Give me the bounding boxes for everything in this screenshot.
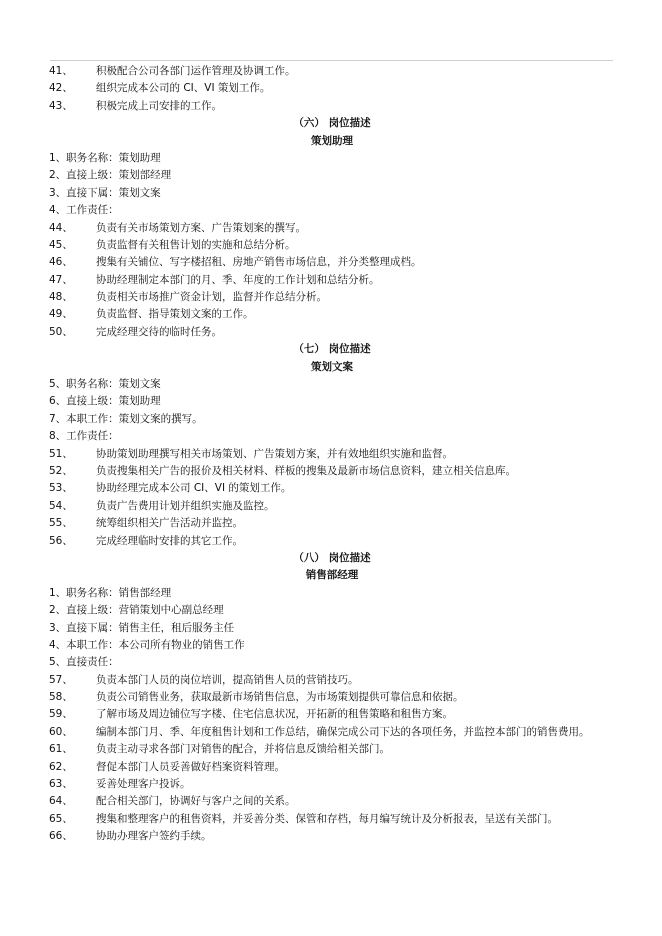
info-line bbox=[49, 620, 615, 637]
item-number: 62、 bbox=[49, 760, 73, 773]
info-text: 5、职务名称：策划文案 bbox=[49, 378, 161, 391]
section-heading: （六） 岗位描述 bbox=[293, 117, 371, 130]
item-number: 55、 bbox=[49, 517, 73, 530]
list-item bbox=[49, 446, 615, 463]
item-text: 负责广告费用计划并组织实施及监控。 bbox=[96, 499, 275, 512]
item-number: 64、 bbox=[49, 795, 73, 808]
info-line bbox=[49, 585, 615, 602]
list-item bbox=[49, 289, 615, 306]
item-text: 积极配合公司各部门运作管理及协调工作。 bbox=[96, 65, 296, 77]
item-text: 积极完成上司安排的工作。 bbox=[96, 99, 222, 112]
item-text: 完成经理临时安排的其它工作。 bbox=[96, 534, 243, 547]
info-line bbox=[49, 637, 615, 654]
section-subheading: 策划助理 bbox=[311, 134, 353, 147]
item-number: 49、 bbox=[49, 308, 73, 321]
item-text: 了解市场及周边铺位写字楼、住宅信息状况，开拓新的租售策略和租售方案。 bbox=[96, 708, 453, 721]
item-number: 61、 bbox=[49, 743, 73, 756]
item-text: 负责本部门人员的岗位培训，提高销售人员的营销技巧。 bbox=[96, 673, 359, 686]
item-number: 41、 bbox=[49, 65, 73, 77]
list-item bbox=[49, 254, 615, 271]
list-item bbox=[49, 672, 615, 689]
item-number: 53、 bbox=[49, 482, 73, 495]
item-number: 63、 bbox=[49, 778, 73, 791]
document-body bbox=[49, 63, 615, 846]
item-number: 66、 bbox=[49, 830, 73, 843]
item-text: 统筹组织相关广告活动并监控。 bbox=[96, 517, 243, 530]
list-item bbox=[49, 220, 615, 237]
item-text: 协助策划助理撰写相关市场策划、广告策划方案，并有效地组织实施和监督。 bbox=[96, 447, 453, 460]
info-text: 7、本职工作：策划文案的撰写。 bbox=[49, 412, 203, 425]
item-text: 负责公司销售业务，获取最新市场销售信息，为市场策划提供可靠信息和依据。 bbox=[96, 691, 464, 704]
list-item bbox=[49, 498, 615, 515]
info-text: 8、工作责任： bbox=[49, 430, 119, 443]
item-text: 编制本部门月、季、年度租售计划和工作总结，确保完成公司下达的各项任务，并监控本部门的销售费用。 bbox=[96, 725, 590, 738]
item-text: 协助经理完成本公司 CI、VI 的策划工作。 bbox=[96, 482, 292, 495]
list-item bbox=[49, 480, 615, 497]
info-text: 3、直接下属：销售主任，租后服务主任 bbox=[49, 621, 235, 634]
info-line bbox=[49, 602, 615, 619]
item-number: 46、 bbox=[49, 256, 73, 269]
info-line bbox=[49, 185, 615, 202]
list-item bbox=[49, 324, 615, 341]
item-number: 58、 bbox=[49, 691, 73, 704]
item-number: 60、 bbox=[49, 725, 73, 738]
item-text: 负责有关市场策划方案、广告策划案的撰写。 bbox=[96, 221, 306, 234]
item-text: 组织完成本公司的 CI、VI 策划工作。 bbox=[96, 82, 271, 95]
info-text: 1、职务名称：销售部经理 bbox=[49, 586, 172, 599]
item-number: 56、 bbox=[49, 534, 73, 547]
item-text: 搜集和整理客户的租售资料，并妥善分类、保管和存档，每月编写统计及分析报表，呈送有关部门。 bbox=[96, 812, 558, 825]
item-number: 44、 bbox=[49, 221, 73, 234]
list-item bbox=[49, 533, 615, 550]
section-subheading: 策划文案 bbox=[311, 360, 353, 373]
list-item bbox=[49, 80, 615, 97]
item-number: 51、 bbox=[49, 447, 73, 460]
section-subheading: 销售部经理 bbox=[305, 569, 359, 582]
item-number: 57、 bbox=[49, 673, 73, 686]
item-number: 65、 bbox=[49, 812, 73, 825]
list-item bbox=[49, 463, 615, 480]
item-text: 负责监督有关租售计划的实施和总结分析。 bbox=[96, 238, 296, 251]
info-line bbox=[49, 654, 615, 671]
info-text: 4、本职工作：本公司所有物业的销售工作 bbox=[49, 638, 245, 651]
list-item bbox=[49, 689, 615, 706]
section-heading: （七） 岗位描述 bbox=[293, 343, 371, 356]
list-item bbox=[49, 63, 615, 80]
header-rule bbox=[50, 60, 613, 61]
section-heading: （八） 岗位描述 bbox=[293, 551, 371, 564]
item-text: 协助经理制定本部门的月、季、年度的工作计划和总结分析。 bbox=[96, 273, 380, 286]
item-number: 59、 bbox=[49, 708, 73, 721]
list-item bbox=[49, 741, 615, 758]
info-line bbox=[49, 393, 615, 410]
info-text: 5、直接责任： bbox=[49, 656, 119, 669]
list-item bbox=[49, 706, 615, 723]
info-line bbox=[49, 150, 615, 167]
list-item bbox=[49, 98, 615, 115]
list-item bbox=[49, 237, 615, 254]
item-number: 52、 bbox=[49, 464, 73, 477]
list-item bbox=[49, 828, 615, 845]
item-number: 43、 bbox=[49, 99, 73, 112]
item-text: 负责监督、指导策划文案的工作。 bbox=[96, 308, 254, 321]
item-text: 搜集有关铺位、写字楼招租、房地产销售市场信息，并分类整理成档。 bbox=[96, 256, 422, 269]
list-item bbox=[49, 515, 615, 532]
info-line bbox=[49, 376, 615, 393]
item-text: 完成经理交待的临时任务。 bbox=[96, 325, 222, 338]
info-text: 6、直接上级：策划助理 bbox=[49, 395, 161, 408]
item-text: 督促本部门人员妥善做好档案资料管理。 bbox=[96, 760, 285, 773]
item-number: 48、 bbox=[49, 291, 73, 304]
list-item bbox=[49, 724, 615, 741]
list-item bbox=[49, 776, 615, 793]
info-line bbox=[49, 428, 615, 445]
list-item bbox=[49, 759, 615, 776]
list-item bbox=[49, 793, 615, 810]
info-line bbox=[49, 411, 615, 428]
info-text: 3、直接下属：策划文案 bbox=[49, 186, 161, 199]
info-text: 4、工作责任： bbox=[49, 204, 119, 217]
item-number: 45、 bbox=[49, 238, 73, 251]
info-text: 2、直接上级：营销策划中心副总经理 bbox=[49, 604, 224, 617]
item-text: 妥善处理客户投诉。 bbox=[96, 778, 191, 791]
list-item bbox=[49, 811, 615, 828]
list-item bbox=[49, 272, 615, 289]
item-number: 50、 bbox=[49, 325, 73, 338]
item-text: 负责搜集相关广告的报价及相关材料、样板的搜集及最新市场信息资料，建立相关信息库。 bbox=[96, 464, 516, 477]
info-text: 2、直接上级：策划部经理 bbox=[49, 169, 172, 182]
item-number: 42、 bbox=[49, 82, 73, 95]
list-item bbox=[49, 306, 615, 323]
item-text: 协助办理客户签约手续。 bbox=[96, 830, 212, 843]
info-text: 1、职务名称：策划助理 bbox=[49, 151, 161, 164]
item-text: 负责相关市场推广资金计划，监督并作总结分析。 bbox=[96, 291, 327, 304]
item-number: 47、 bbox=[49, 273, 73, 286]
item-text: 负责主动寻求各部门对销售的配合，并将信息反馈给相关部门。 bbox=[96, 743, 390, 756]
item-number: 54、 bbox=[49, 499, 73, 512]
item-text: 配合相关部门，协调好与客户之间的关系。 bbox=[96, 795, 296, 808]
info-line bbox=[49, 202, 615, 219]
info-line bbox=[49, 167, 615, 184]
